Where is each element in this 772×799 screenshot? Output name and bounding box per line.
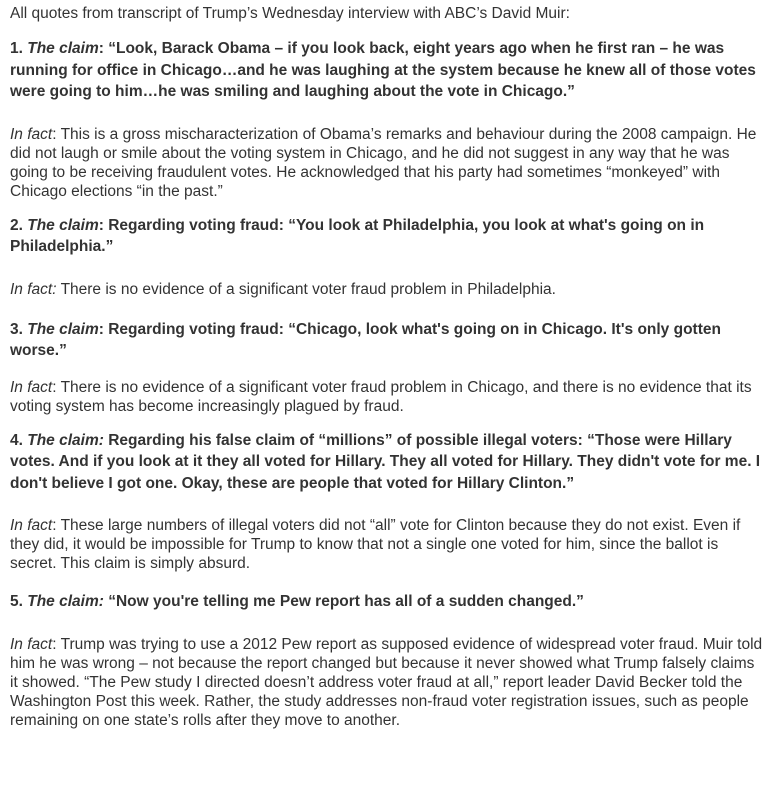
fact-label: In fact: — [10, 280, 57, 298]
fact-1 — [10, 125, 763, 201]
claim-text: Regarding voting fraud: “You look at Philadelphia, you look at what's going on in Philadelphia.” — [10, 216, 705, 255]
claim-number: 5. — [10, 593, 23, 610]
claim-5 — [10, 591, 763, 613]
fact-label: In fact — [10, 125, 53, 143]
fact-2 — [10, 280, 763, 299]
claim-text: Regarding his false claim of “millions” of possible illegal voters: “Those were Hillary votes. And if you look at it they all voted for Hillary. They all voted for Hillary. They didn't vote for me. I don't believe I got one. Okay, these are people that voted for Hillary Clinton.” — [10, 431, 761, 492]
claim-label: The claim — [27, 216, 99, 234]
claim-1 — [10, 38, 763, 103]
fact-4 — [10, 516, 763, 573]
claim-label: The claim: — [27, 593, 104, 610]
claim-number: 3. — [10, 320, 23, 338]
fact-text: Trump was trying to use a 2012 Pew report as supposed evidence of widespread voter fraud. Muir told him he was wrong – not because the report changed but because it never showed what Trump falsely claims it showed. “The Pew study I directed doesn’t address voter fraud at all,” report leader David Becker told the Washington Post this week. Rather, the study addresses non-fraud voter registration issues, such as people remaining on one state’s rolls after they move to another. — [10, 635, 763, 729]
claim-label: The claim — [27, 320, 99, 338]
fact-5 — [10, 635, 763, 730]
fact-label: In fact — [10, 378, 53, 396]
fact-separator: : — [52, 635, 57, 653]
intro-text: All quotes from transcript of Trump’s Wednesday interview with ABC’s David Muir: — [10, 5, 570, 22]
fact-text: This is a gross mischaracterization of Obama’s remarks and behaviour during the 2008 campaign. He did not laugh or smile about the voting system in Chicago, and he did not suggest in any way that he was going to be receiving fraudulent votes. He acknowledged that his party had sometimes “monkeyed” with Chicago elections “in the past.” — [10, 125, 757, 200]
fact-separator: : — [52, 125, 57, 143]
fact-separator: : — [52, 378, 57, 396]
claim-label: The claim: — [27, 431, 104, 449]
claim-number: 2. — [10, 216, 23, 234]
claim-label: The claim — [27, 40, 99, 57]
claim-number: 1. — [10, 40, 23, 57]
claim-4 — [10, 430, 763, 495]
claim-number: 4. — [10, 431, 23, 449]
fact-text: These large numbers of illegal voters did not “all” vote for Clinton because they do not exist. Even if they did, it would be impossible for Trump to know that not a single one voted for him, since the ballot is secret. This claim is simply absurd. — [10, 517, 741, 572]
fact-label: In fact — [10, 517, 53, 534]
fact-text: There is no evidence of a significant voter fraud problem in Philadelphia. — [60, 280, 556, 298]
claim-separator: : — [98, 40, 104, 57]
fact-3 — [10, 378, 763, 416]
claim-text: Regarding voting fraud: “Chicago, look what's going on in Chicago. It's only gotten worse.” — [10, 320, 721, 359]
claim-3 — [10, 319, 763, 362]
claim-separator: : — [98, 216, 104, 234]
fact-label: In fact — [10, 635, 53, 653]
fact-text: There is no evidence of a significant voter fraud problem in Chicago, and there is no evidence that its voting system has become increasingly plagued by fraud. — [10, 378, 752, 415]
claim-separator: : — [98, 320, 104, 338]
claim-2 — [10, 215, 763, 258]
fact-separator: : — [52, 517, 57, 534]
claim-text: “Now you're telling me Pew report has all of a sudden changed.” — [108, 593, 584, 610]
claim-text: “Look, Barack Obama – if you look back, eight years ago when he first ran – he was running for office in Chicago…and he was laughing at the system because he knew all of those votes were going to him…he was smiling and laughing about the vote in Chicago.” — [10, 40, 756, 100]
